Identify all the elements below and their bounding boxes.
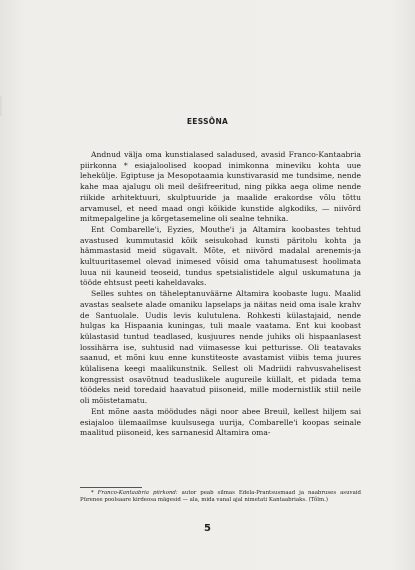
- body-text: [80, 150, 361, 439]
- footnote-text: autor peab silmas Edela-Prantsusmaad ja naabruses asuvaid Püreneе poolsaare kirdeosa mägesid — ala, mida vanal ajal nimetati Kantaabriaks. (Tõlm.): [80, 490, 361, 503]
- show-through-mark: [0, 96, 16, 116]
- paragraph-2: Ent Combarelle'i, Eyzies, Mouthe'i ja Altamira koobastes tehtud avastused kummutasid kõik seisukohad kunsti päritolu kohta ja hämmastasid meid sügavalt. Mõte, et niivõrd madalal arenemis-ja kultuuritasemel olevad inimesed võisid oma tahumatusest hoolimata luua nii kauneid teoseid, tundus spetsialistidele algul uskumatuna ja tööde ehtsust peeti kaheldavaks.: [80, 224, 361, 288]
- footnote-marker: *: [91, 490, 98, 496]
- paragraph-1: Andnud välja oma kunstialased saladused, avasid Franco-Kantaabria piirkonna * esiajaloolised koopad inimkonna mineviku kohta uue lehekülje. Egiptuse ja Mesopotaamia kunstivarasid me tundsime, nende kahe maa ajalugu oli meil dešifreeritud, ning pikka aega olime nende riikide arhitektuuri, skulptuuride ja maalide erakordse võlu tõttu arvamusel, et need maad ongi kõikide kunstide algkodiks, — niivõrd mitmepalgeline ja kõrgetasemeline oli sealne tehnika.: [80, 150, 361, 224]
- paragraph-3: Selles suhtes on täheleptanuväärne Altamira koobaste lugu. Maalid avastas sealsete alade omaniku lapselaps ja näitas neid oma isale krahv de Santuolale. Uudis levis kulutulena. Rohkesti külastajaid, nende hulgas ka Hispaania kuningas, tuli maale vaatama. Ent kui koobast külastasid tuntud teadlased, kusjuures nende juhiks oli hispaanlasest lossihärra ise, suhtusid nad viimasesse kui petturisse. Oli teatavaks saanud, et mõni kuu enne kunstiteoste avastamist viibis tema juures külalisena keegi maalikunstnik. Sellest oli Madriidi rahvusvahelisest kongressist osavõtnud teaduslikele augureile küllalt, et pidada tema töödeks neid toredaid haavatud piisoneid, mille modernistlik stiil neile oli mõistetamatu.: [80, 289, 361, 406]
- footnote: [80, 490, 361, 504]
- footnote-term: Franco-Kantaabria piirkond:: [97, 490, 178, 496]
- page-number: 5: [204, 523, 211, 534]
- footnote-divider: [80, 487, 142, 488]
- page-title: EESSÕNA: [186, 117, 229, 126]
- paragraph-4: Ent mõne aasta möödudes nägi noor abee Breuil, kellest hiljem sai esiajaloo ülemaailmse kuulsusega uurija, Combarelle'i koopas seinale maalitud piisoneid, kes sarnanesid Altamira oma-: [80, 406, 361, 438]
